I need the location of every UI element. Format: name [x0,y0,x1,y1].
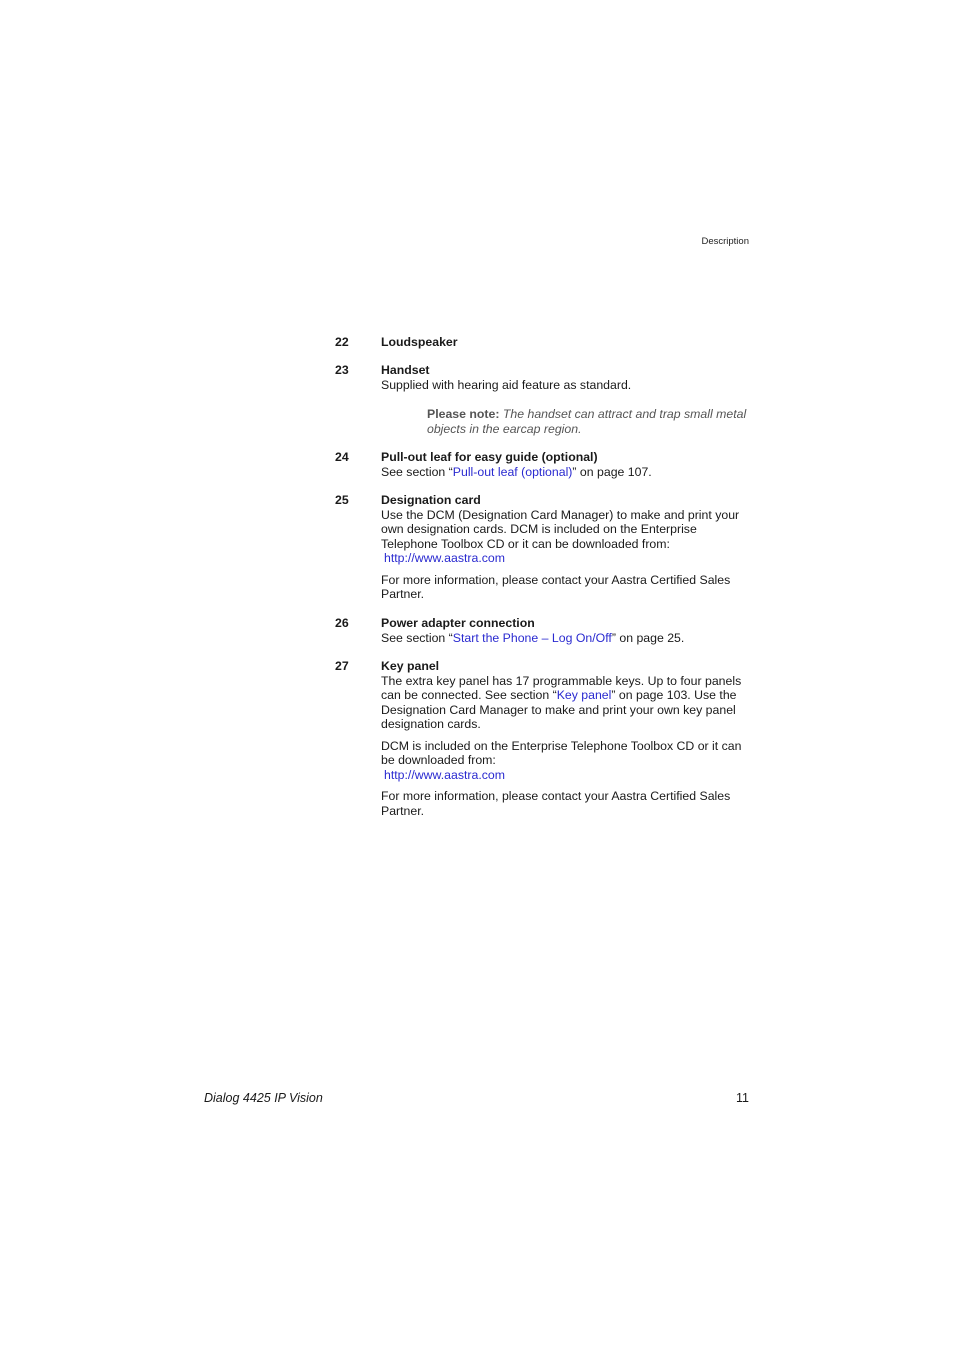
entry-title: Designation card [381,493,481,507]
entry-text-suffix: ” on page 107. [572,464,652,479]
key-panel-link[interactable]: Key panel [556,688,612,702]
entry-handset [335,363,750,392]
entry-text-prefix: See section “ [381,630,453,645]
entry-title: Handset [381,363,430,377]
entry-number: 23 [335,363,349,377]
entry-designation-card [335,493,750,602]
pull-out-leaf-link[interactable]: Pull-out leaf (optional) [452,464,573,479]
entry-title: Key panel [381,659,440,673]
entry-more-info: For more information, please contact your Aastra Certified Sales Partner. [381,572,731,601]
entry-text-b: ” on page 103. Use the Designation Card Manager to make and print your own key panel designation cards. [381,688,737,731]
entry-number: 27 [335,659,349,673]
entry-loudspeaker [335,335,750,350]
entry-number: 26 [335,616,349,630]
aastra-url-link[interactable]: http://www.aastra.com [384,767,505,782]
note-label: Please note: [427,407,500,421]
start-phone-link[interactable]: Start the Phone – Log On/Off [452,630,612,645]
footer-title: Dialog 4425 IP Vision [204,1091,323,1105]
entry-text-prefix: See section “ [381,464,453,479]
entry-text-suffix: ” on page 25. [611,630,685,645]
entry-title: Power adapter connection [381,616,535,630]
entry-number: 25 [335,493,349,507]
entry-text: Use the DCM (Designation Card Manager) to make and print your own designation cards. DCM is included on the Enterprise Telephone Toolbox CD or it can be downloaded from: [381,507,740,551]
entry-text-dcm: DCM is included on the Enterprise Telephone Toolbox CD or it can be downloaded from: [381,738,742,767]
page-number: 11 [736,1091,749,1105]
entry-more-info: For more information, please contact your Aastra Certified Sales Partner. [381,789,731,818]
entry-title: Pull-out leaf for easy guide (optional) [381,450,598,464]
entry-number: 24 [335,450,349,464]
aastra-url-link[interactable]: http://www.aastra.com [384,551,505,565]
entry-pull-out-leaf [335,450,750,479]
note-text: The handset can attract and trap small metal objects in the earcap region. [427,407,747,436]
entry-number: 22 [335,335,349,349]
please-note [427,407,757,436]
entry-text: Supplied with hearing aid feature as standard. [381,377,632,392]
entry-power-adapter [335,616,750,645]
running-head: Description [701,236,749,247]
entry-text-a: The extra key panel has 17 programmable keys. Up to four panels can be connected. See section “ [381,673,742,702]
entry-title: Loudspeaker [381,335,458,349]
entry-key-panel [335,659,750,818]
